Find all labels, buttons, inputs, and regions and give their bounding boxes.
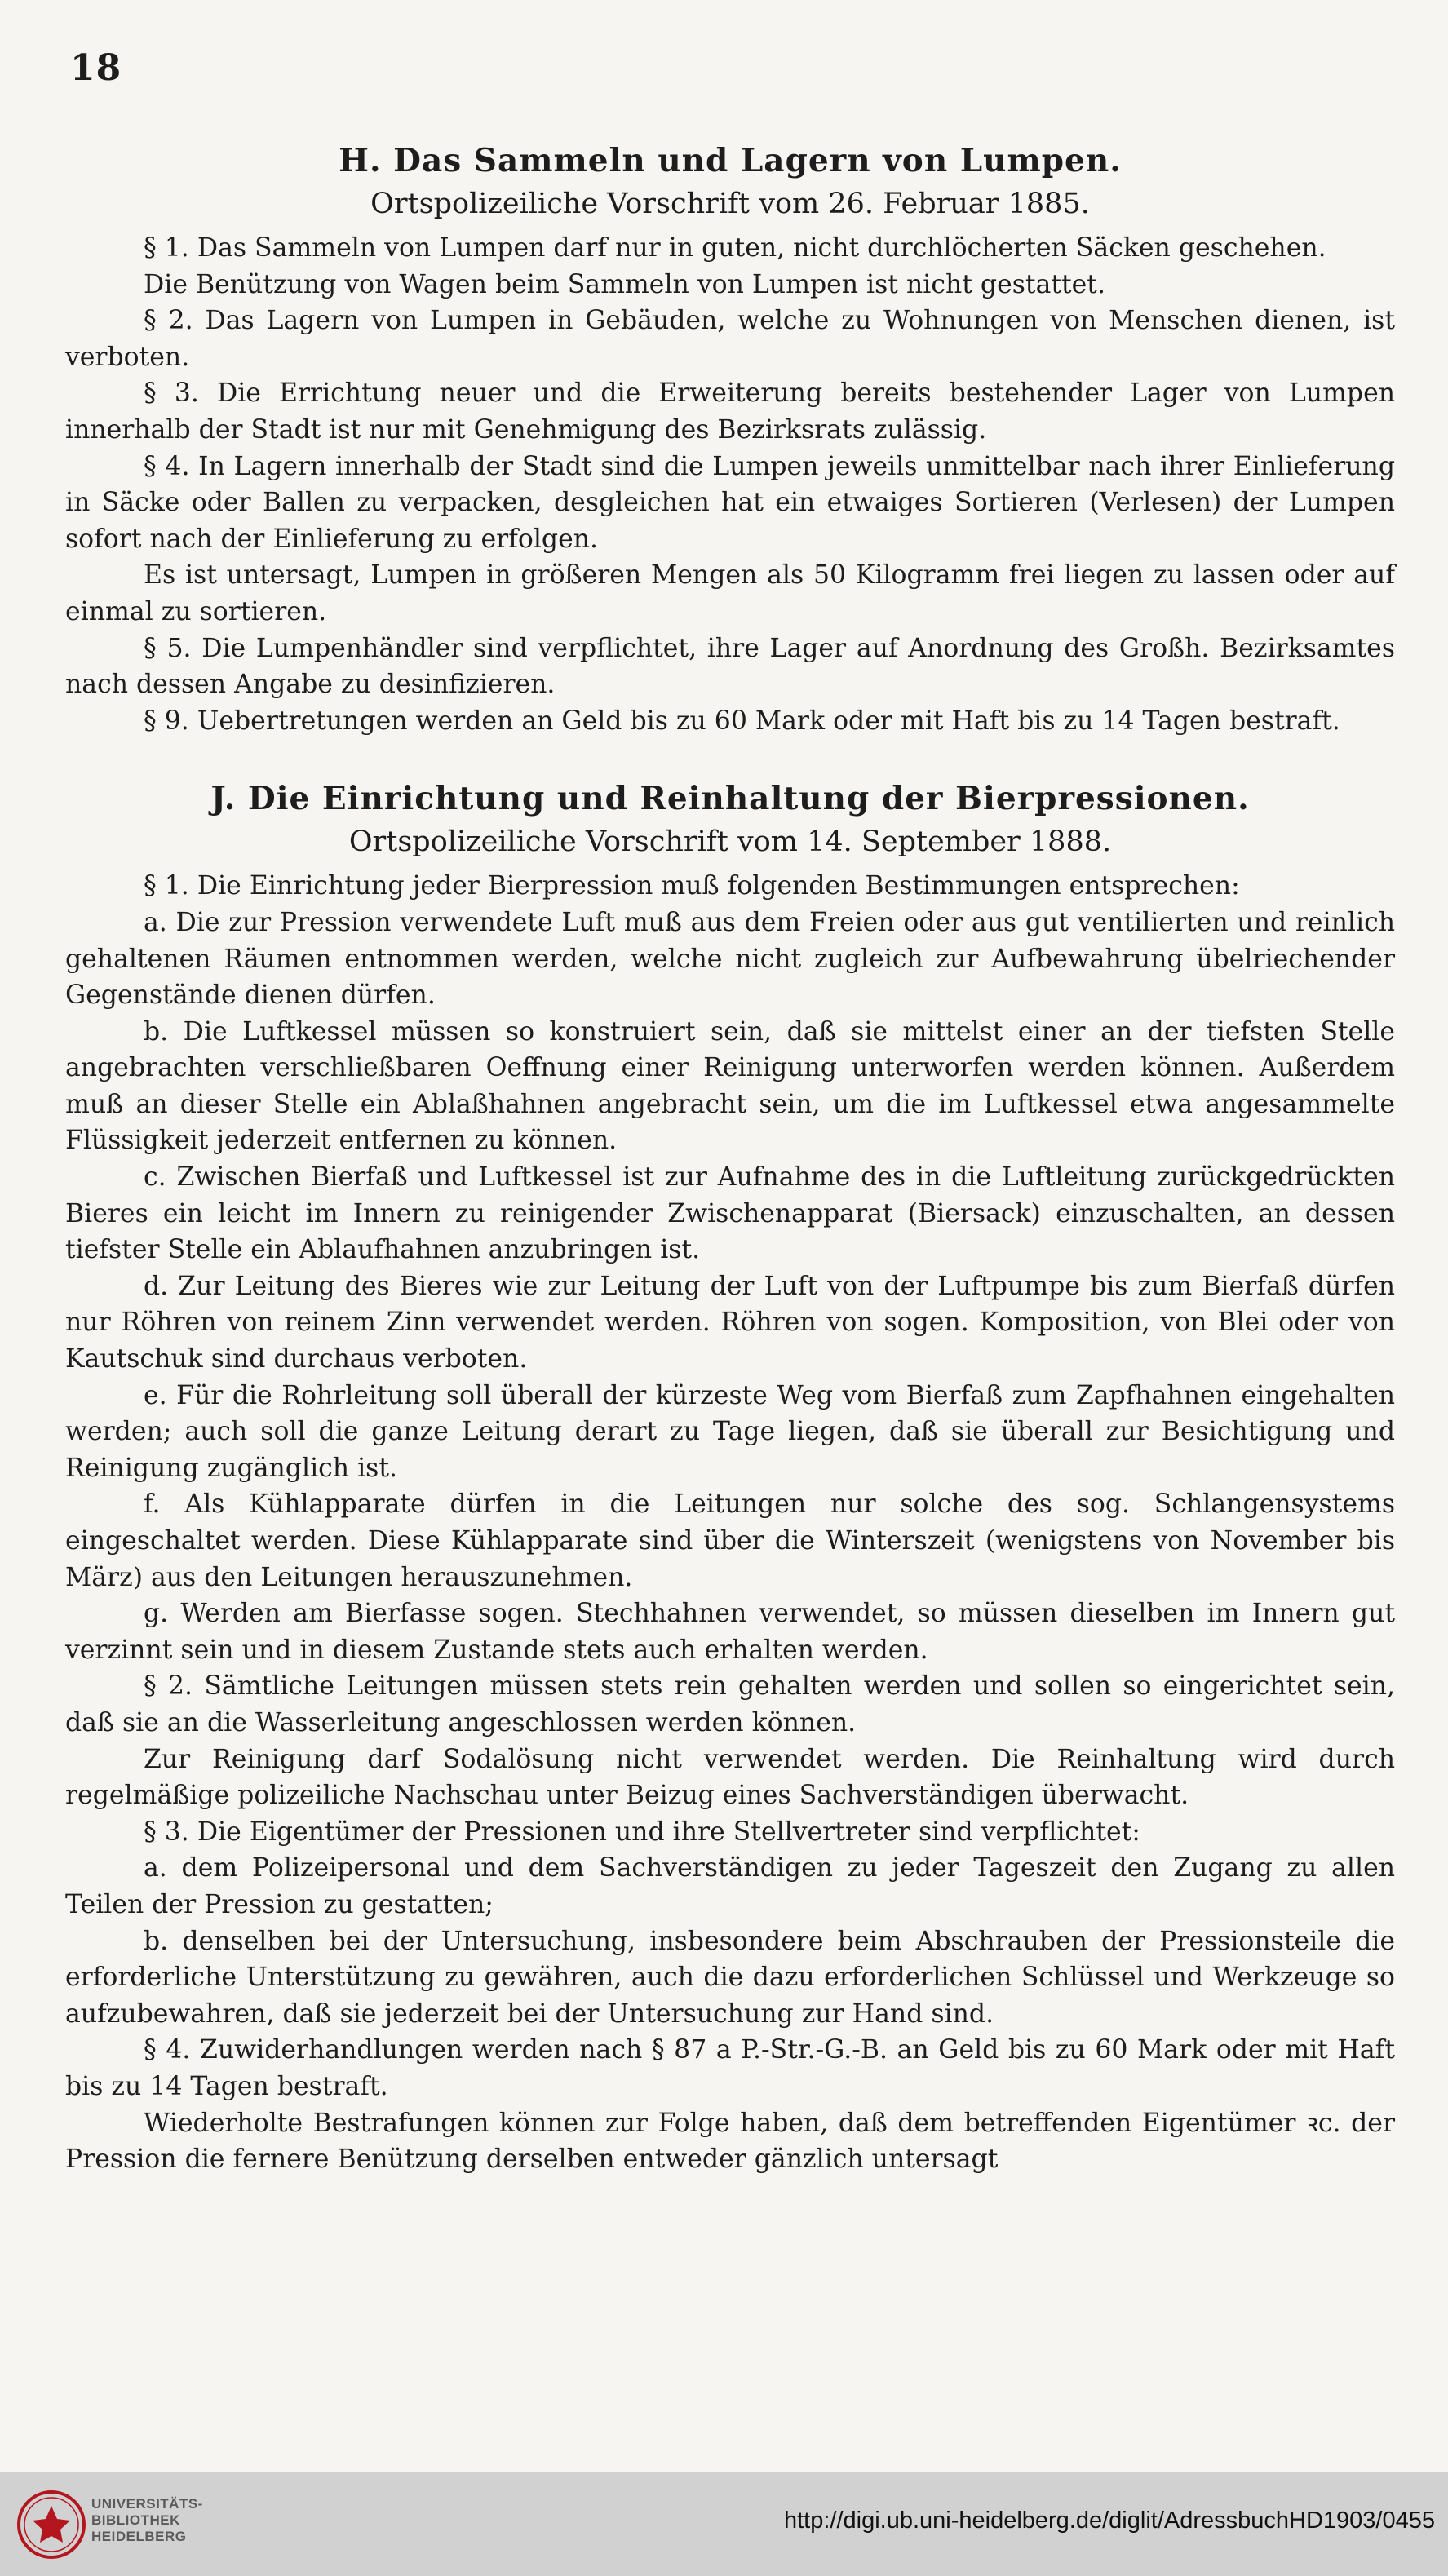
paragraph: g. Werden am Bierfasse sogen. Stechhahnen verwendet, so müssen dieselben im Innern gut verzinnt sein und in diesem Zustande stets auch erhalten werden. [65,1599,1395,1665]
page-content [65,139,1395,2178]
section-gap [65,739,1395,777]
library-name-line: BIBLIOTHEK [91,2512,180,2528]
paragraph: § 9. Uebertretungen werden an Geld bis zu 60 Mark oder mit Haft bis zu 14 Tagen bestraft. [144,706,1340,736]
paragraph: c. Zwischen Bierfaß und Luftkessel ist zur Aufnahme des in die Luftleitung zurückgedrückten Bieres ein leicht im Innern zu reinigender Zwischenapparat (Biersack) einzuschalten, an dessen tiefster Stelle ein Ablaufhahnen anzubringen ist. [65,1162,1395,1265]
page-number: 18 [70,47,122,89]
paragraph: § 3. Die Eigentümer der Pressionen und ihre Stellvertreter sind verpflichtet: [144,1817,1140,1847]
paragraph: § 1. Die Einrichtung jeder Bierpression muß folgenden Bestimmungen entsprechen: [144,871,1240,901]
section-subtitle-j: Ortspolizeiliche Vorschrift vom 14. September 1888. [348,825,1112,859]
section-title-j: J. Die Einrichtung und Reinhaltung der Bierpressionen. [210,780,1250,818]
paragraph: Zur Reinigung darf Sodalösung nicht verwendet werden. Die Reinhaltung wird durch regelmäßige polizeiliche Nachschau unter Beizug eines Sachverständigen überwacht. [65,1744,1395,1811]
paragraph: b. Die Luftkessel müssen so konstruiert sein, daß sie mittelst einer an der tiefsten Stelle angebrachten verschließbaren Oeffnung einer Reinigung unterworfen werden können. Außerdem muß an dieser Stelle ein Ablaßhahnen angebracht sein, um die im Luftkessel etwa angesammelte Flüssigkeit jederzeit entfernen zu können. [65,1016,1395,1156]
paragraph: e. Für die Rohrleitung soll überall der kürzeste Weg vom Bierfaß zum Zapfhahnen eingehalten werden; auch soll die ganze Leitung derart zu Tage liegen, daß sie überall zur Besichtigung und Reinigung zugänglich ist. [65,1380,1395,1483]
paragraph: Es ist untersagt, Lumpen in größeren Mengen als 50 Kilogramm frei liegen zu lassen oder auf einmal zu sortieren. [65,560,1395,626]
library-name [91,2496,203,2545]
university-seal-icon [15,2488,88,2561]
library-name-line: UNIVERSITÄTS- [91,2496,203,2512]
paragraph: Wiederholte Bestrafungen können zur Folge haben, daß dem betreffenden Eigentümer ꝛc. der Pression die fernere Benützung derselben entweder gänzlich untersagt [65,2108,1395,2175]
paragraph: § 3. Die Errichtung neuer und die Erweiterung bereits bestehender Lager von Lumpen innerhalb der Stadt ist nur mit Genehmigung des Bezirksrats zulässig. [65,378,1395,445]
section-title-h: H. Das Sammeln und Lagern von Lumpen. [339,142,1122,179]
footer-bar [0,2472,1448,2576]
paragraph: d. Zur Leitung des Bieres wie zur Leitung der Luft von der Luftpumpe bis zum Bierfaß dürfen nur Röhren von reinem Zinn verwendet werden. Röhren von sogen. Komposition, von Blei oder von Kautschuk sind durchaus verboten. [65,1271,1395,1374]
paragraph: f. Als Kühlapparate dürfen in die Leitungen nur solche des sog. Schlangensystems eingeschaltet werden. Diese Kühlapparate sind über die Winterszeit (wenigstens von November bis März) aus den Leitungen herauszunehmen. [65,1489,1395,1592]
paragraph: a. Die zur Pression verwendete Luft muß aus dem Freien oder aus gut ventilierten und reinlich gehaltenen Räumen entnommen werden, welche nicht zugleich zur Aufbewahrung übelriechender Gegenstände dienen dürfen. [65,907,1395,1011]
paragraph: § 2. Sämtliche Leitungen müssen stets rein gehalten werden und sollen so eingerichtet sein, daß sie an die Wasserleitung angeschlossen werden können. [65,1671,1395,1737]
paragraph: § 1. Das Sammeln von Lumpen darf nur in guten, nicht durchlöcherten Säcken geschehen. [144,233,1326,263]
section-subtitle-h: Ortspolizeiliche Vorschrift vom 26. Februar 1885. [370,188,1090,220]
paragraph: Die Benützung von Wagen beim Sammeln von Lumpen ist nicht gestattet. [144,269,1105,299]
paragraph: § 4. In Lagern innerhalb der Stadt sind die Lumpen jeweils unmittelbar nach ihrer Einlieferung in Säcke oder Ballen zu verpacken, desgleichen hat ein etwaiges Sortieren (Verlesen) der Lumpen sofort nach der Einlieferung zu erfolgen. [65,451,1395,554]
paragraph: § 5. Die Lumpenhändler sind verpflichtet, ihre Lager auf Anordnung des Großh. Bezirksamtes nach dessen Angabe zu desinfizieren. [65,633,1395,700]
source-url-link[interactable]: http://digi.ub.uni-heidelberg.de/diglit/AdressbuchHD1903/0455 [783,2507,1435,2534]
paragraph: § 4. Zuwiderhandlungen werden nach § 87 a P.-Str.-G.-B. an Geld bis zu 60 Mark oder mit Haft bis zu 14 Tagen bestraft. [65,2035,1395,2101]
paragraph: a. dem Polizeipersonal und dem Sachverständigen zu jeder Tageszeit den Zugang zu allen Teilen der Pression zu gestatten; [65,1853,1395,1919]
paragraph: § 2. Das Lagern von Lumpen in Gebäuden, welche zu Wohnungen von Menschen dienen, ist verboten. [65,306,1395,372]
paragraph: b. denselben bei der Untersuchung, insbesondere beim Abschrauben der Pressionsteile die erforderliche Unterstützung zu gewähren, auch die dazu erforderlichen Schlüssel und Werkzeuge so aufzubewahren, daß sie jederzeit bei der Untersuchung zur Hand sind. [65,1926,1395,2029]
library-name-line: HEIDELBERG [91,2529,187,2544]
